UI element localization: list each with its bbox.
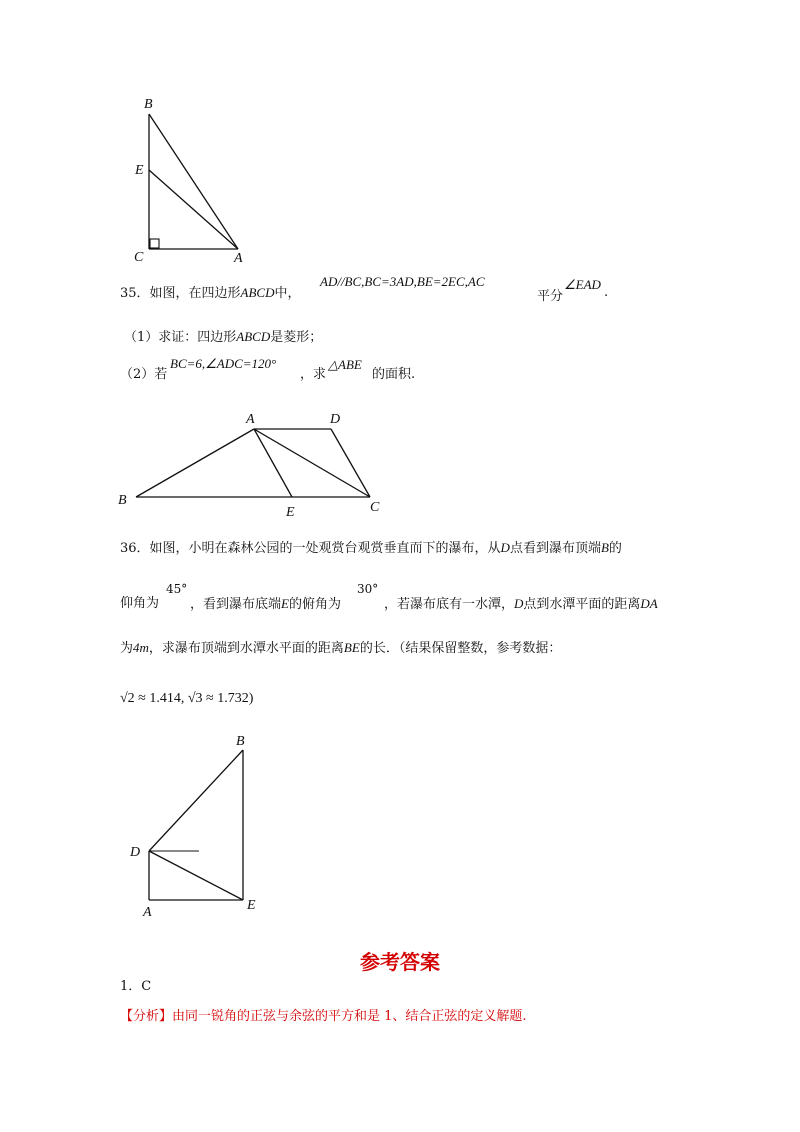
- q35-bisect: 平分: [537, 289, 564, 304]
- q36-angle-30: 30°: [357, 582, 379, 596]
- q36-line3: [120, 641, 561, 655]
- q35-line1: [120, 286, 301, 300]
- q36-line1-c: 的: [608, 541, 622, 556]
- q36-line2-rest: [190, 597, 341, 611]
- q36-line1-b: 点看到瀑布顶端: [509, 541, 601, 556]
- q36-var-e: E: [281, 596, 289, 611]
- segment-de: [149, 851, 243, 900]
- answers-title: 参考答案: [360, 950, 440, 974]
- segment-dc: [331, 429, 370, 497]
- answer-item-1: 1．C: [120, 979, 152, 994]
- q35-part2-formula: BC=6,∠ADC=120°: [170, 356, 277, 371]
- q36-var-d2: D: [514, 596, 524, 611]
- label-a: A: [143, 905, 152, 920]
- q35-part2-label: （2）若: [120, 367, 168, 382]
- q36-var-be: BE: [343, 640, 360, 655]
- q35-part1: [124, 330, 322, 344]
- q36-var-d: D: [500, 540, 510, 555]
- q36-angle-45: 45°: [166, 582, 188, 596]
- q35-part2-end: 的面积.: [372, 367, 416, 382]
- analysis-label: 【分析】: [120, 1009, 173, 1024]
- analysis-text: 由同一锐角的正弦与余弦的平方和是 1、结合正弦的定义解题.: [172, 1009, 527, 1024]
- label-c: C: [370, 500, 380, 515]
- q35-mid: 中，: [274, 286, 301, 301]
- figure-triangle-bec-a: [130, 92, 260, 267]
- q36-reference-data: √2 ≈ 1.414, √3 ≈ 1.732): [120, 691, 254, 706]
- label-b: B: [236, 734, 245, 749]
- q36-value-4m: 4m: [133, 640, 149, 655]
- right-angle-mark: [150, 239, 159, 248]
- q36-line1-a: 36．如图，小明在森林公园的一处观赏台观赏垂直而下的瀑布，从: [120, 541, 501, 556]
- q35-part2-tri: △ABE: [328, 357, 362, 372]
- q35-formula: AD//BC,BC=3AD,BE=2EC,AC: [320, 274, 485, 289]
- segment-ae: [254, 429, 292, 497]
- q36-line2-b: ，看到瀑布底端: [190, 597, 282, 612]
- q35-angle: ∠EAD: [564, 277, 601, 292]
- q35-prefix: 35．如图，在四边形: [120, 286, 241, 301]
- label-e: E: [286, 505, 295, 520]
- q36-line3-a: 为: [120, 641, 134, 656]
- label-b: B: [118, 493, 127, 508]
- q36-line2-tail: [384, 597, 658, 611]
- q35-part1-quad: ABCD: [236, 329, 271, 344]
- q36-line2-c: 的俯角为: [288, 597, 341, 612]
- segment-ab: [136, 429, 254, 497]
- segment-db: [149, 750, 243, 851]
- figure-quadrilateral-abcd: [112, 405, 392, 520]
- q35-part2-mid: ，求: [300, 367, 327, 382]
- q36-line2-e: 点到水潭平面的距离: [523, 597, 641, 612]
- label-e: E: [135, 163, 144, 178]
- label-e: E: [247, 898, 256, 913]
- q36-var-b: B: [600, 540, 609, 555]
- q36-line2-a: 仰角为: [120, 596, 160, 611]
- q36-line2-d: ，若瀑布底有一水潭，: [384, 597, 515, 612]
- answer-analysis: [120, 1010, 527, 1023]
- label-c: C: [134, 250, 144, 265]
- label-d: D: [330, 412, 341, 427]
- label-d: D: [130, 845, 141, 860]
- q36-line3-c: 的长．（结果保留整数，参考数据：: [359, 641, 562, 656]
- q36-line1: [120, 541, 622, 555]
- q36-line3-b: ，求瀑布顶端到水潭水平面的距离: [148, 641, 344, 656]
- q35-quad: ABCD: [240, 285, 275, 300]
- segment-ac: [254, 429, 370, 497]
- q35-part1-label: （1）求证：四边形: [124, 330, 237, 345]
- label-a: A: [234, 251, 243, 266]
- q35-part1-end: 是菱形；: [270, 330, 323, 345]
- figure-waterfall: [125, 728, 275, 923]
- q35-period: .: [604, 285, 609, 300]
- q36-var-da: DA: [640, 596, 658, 611]
- label-a: A: [246, 412, 255, 427]
- label-b: B: [144, 97, 153, 112]
